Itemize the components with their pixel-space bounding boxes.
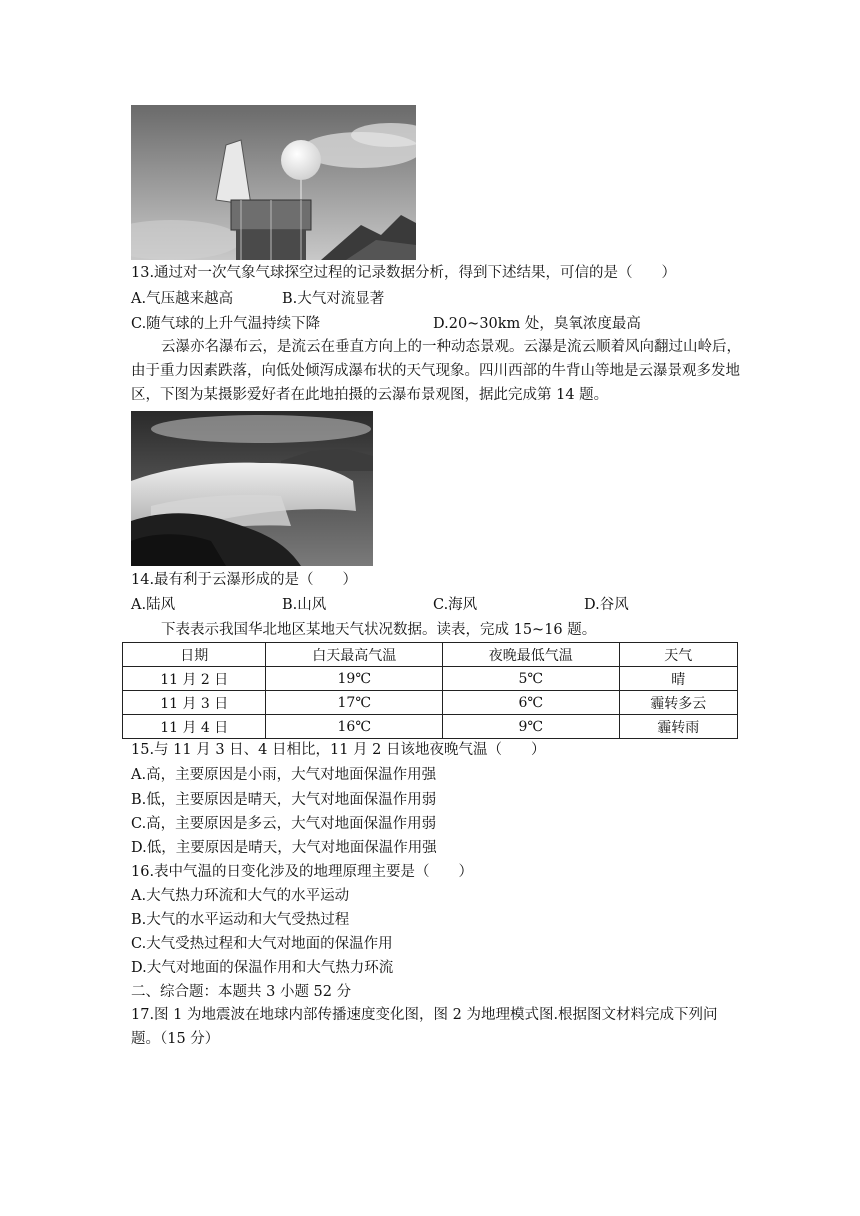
q13-option-b: B.大气对流显著 <box>282 291 385 307</box>
cell-day-max: 19℃ <box>266 667 443 691</box>
passage-15: 下表表示我国华北地区某地天气状况数据。读表，完成 15~16 题。 <box>161 622 597 638</box>
header-night-min-temp: 夜晚最低气温 <box>443 643 620 667</box>
table-row <box>123 691 738 715</box>
cell-night-min: 9℃ <box>443 715 620 739</box>
section-2-heading: 二、综合题：本题共 3 小题 52 分 <box>131 984 352 1000</box>
cloud-waterfall-photo <box>131 411 373 566</box>
q17-stem: 17.图 1 为地震波在地球内部传播速度变化图，图 2 为地理模式图.根据图文材料完成下列问题。（15 分） <box>131 1007 718 1047</box>
header-day-max-temp: 白天最高气温 <box>266 643 443 667</box>
q15-option-c: C.高，主要原因是多云，大气对地面保温作用弱 <box>131 816 437 832</box>
header-weather: 天气 <box>619 643 737 667</box>
q15-option-d: D.低，主要原因是晴天，大气对地面保温作用强 <box>131 840 437 856</box>
cell-date: 11 月 4 日 <box>123 715 266 739</box>
cell-weather: 霾转雨 <box>619 715 737 739</box>
q15-option-a: A.高，主要原因是小雨，大气对地面保温作用强 <box>131 767 437 783</box>
cell-date: 11 月 3 日 <box>123 691 266 715</box>
table-row <box>123 667 738 691</box>
q13-option-d: D.20~30km 处，臭氧浓度最高 <box>433 316 641 332</box>
header-date: 日期 <box>123 643 266 667</box>
q14-option-c: C.海风 <box>433 597 478 613</box>
q15-stem: 15.与 11 月 3 日、4 日相比，11 月 2 日该地夜晚气温（ ） <box>131 742 546 758</box>
q14-option-b: B.山风 <box>282 597 327 613</box>
cell-night-min: 6℃ <box>443 691 620 715</box>
passage-14: 云瀑亦名瀑布云，是流云在垂直方向上的一种动态景观。云瀑是流云顺着风向翻过山岭后，由于重力因素跌落，向低处倾泻成瀑布状的天气现象。四川西部的牛背山等地是云瀑景观多发地区，下图为某摄影爱好者在此地拍摄的云瀑布景观图，据此完成第 14 题。 <box>131 339 741 403</box>
q16-option-c: C.大气受热过程和大气对地面的保温作用 <box>131 936 393 952</box>
cell-weather: 晴 <box>619 667 737 691</box>
cell-day-max: 17℃ <box>266 691 443 715</box>
cell-night-min: 5℃ <box>443 667 620 691</box>
q14-option-d: D.谷风 <box>584 597 629 613</box>
weather-data-table <box>122 642 738 739</box>
weather-balloon-photo <box>131 105 416 260</box>
q14-stem: 14.最有利于云瀑形成的是（ ） <box>131 572 358 588</box>
q13-option-c: C.随气球的上升气温持续下降 <box>131 316 321 332</box>
table-header-row <box>123 643 738 667</box>
q13-stem: 13.通过对一次气象气球探空过程的记录数据分析，得到下述结果，可信的是（ ） <box>131 265 677 281</box>
cell-day-max: 16℃ <box>266 715 443 739</box>
cell-date: 11 月 2 日 <box>123 667 266 691</box>
q16-option-a: A.大气热力环流和大气的水平运动 <box>131 888 350 904</box>
table-row <box>123 715 738 739</box>
q16-option-b: B.大气的水平运动和大气受热过程 <box>131 912 350 928</box>
q16-option-d: D.大气对地面的保温作用和大气热力环流 <box>131 960 394 976</box>
q15-option-b: B.低，主要原因是晴天，大气对地面保温作用弱 <box>131 792 437 808</box>
cell-weather: 霾转多云 <box>619 691 737 715</box>
q13-option-a: A.气压越来越高 <box>131 291 234 307</box>
q14-option-a: A.陆风 <box>131 597 176 613</box>
q16-stem: 16.表中气温的日变化涉及的地理原理主要是（ ） <box>131 864 474 880</box>
